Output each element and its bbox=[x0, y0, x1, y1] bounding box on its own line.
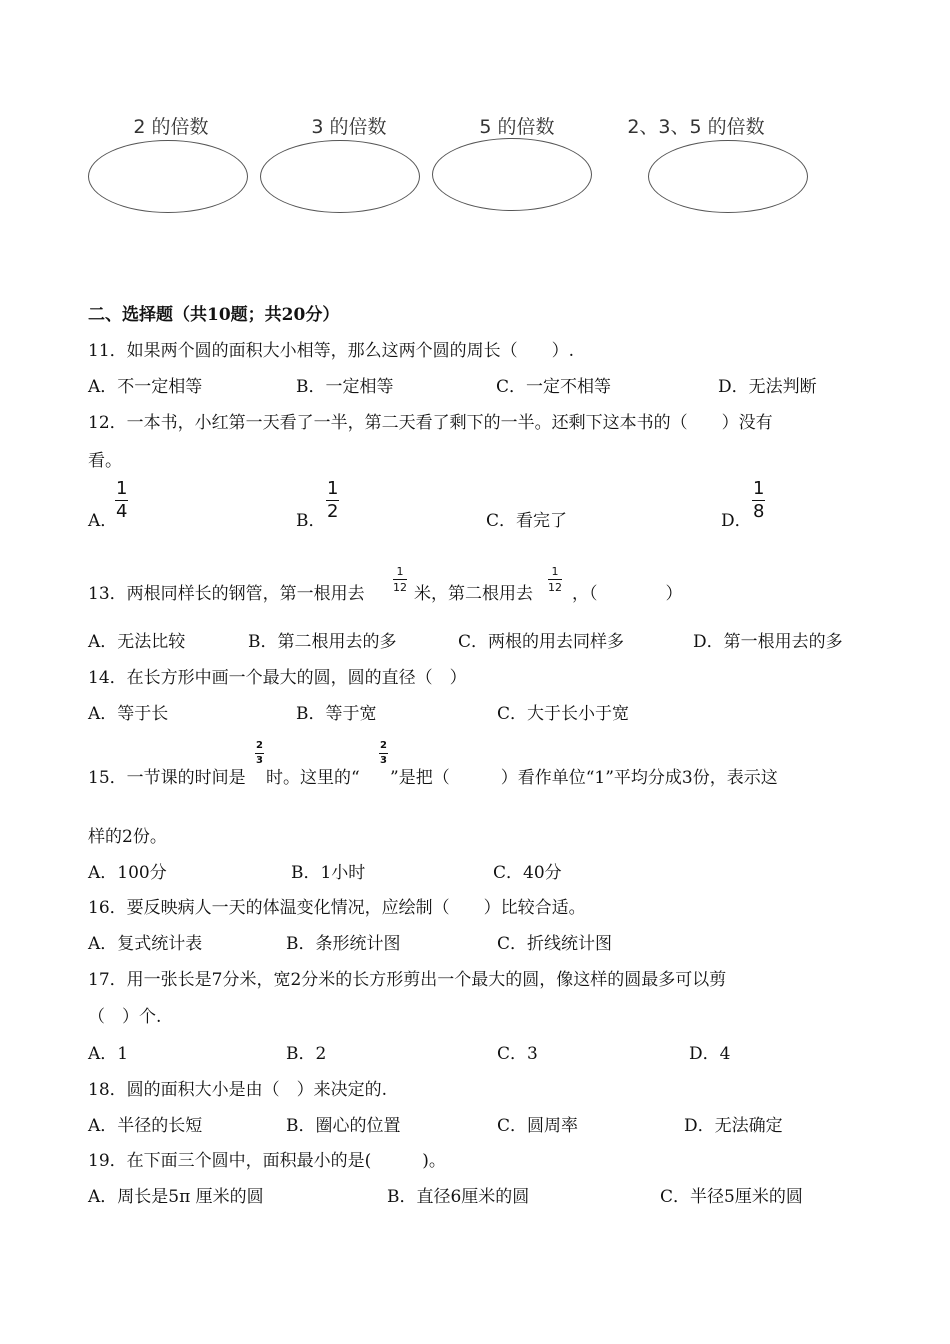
fraction-denominator: 4 bbox=[116, 501, 128, 522]
q15-fraction-2 bbox=[379, 741, 388, 766]
q18-stem: 18．圆的面积大小是由（ ）来决定的. bbox=[88, 1080, 388, 1100]
fraction-numerator: 1 bbox=[116, 478, 128, 499]
fraction-numerator: 1 bbox=[753, 478, 765, 499]
q12-option-c[interactable]: C．看完了 bbox=[486, 511, 568, 531]
q19-option-c[interactable]: C．半径5厘米的圆 bbox=[660, 1187, 803, 1207]
q16-option-c[interactable]: C．折线统计图 bbox=[497, 934, 613, 954]
fraction-denominator: 3 bbox=[256, 755, 263, 766]
fraction-numerator: 2 bbox=[379, 741, 388, 754]
q17-option-b[interactable]: B．2 bbox=[286, 1044, 327, 1064]
fraction-denominator: 12 bbox=[548, 581, 562, 594]
q19-option-a[interactable]: A．周长是5π 厘米的圆 bbox=[88, 1187, 264, 1207]
fraction-denominator: 8 bbox=[753, 501, 765, 522]
q13-stem-part2: 米，第二根用去 bbox=[414, 584, 533, 604]
q11-stem: 11．如果两个圆的面积大小相等，那么这两个圆的周长（ ）. bbox=[88, 341, 575, 361]
q15-fraction-1 bbox=[255, 741, 264, 766]
q13-stem-part3: ，（ ） bbox=[572, 584, 683, 604]
q18-option-b[interactable]: B．圈心的位置 bbox=[286, 1116, 401, 1136]
q15-option-c[interactable]: C．40分 bbox=[493, 863, 562, 883]
q14-option-b[interactable]: B．等于宽 bbox=[296, 704, 377, 724]
q16-option-a[interactable]: A．复式统计表 bbox=[88, 934, 203, 954]
q15-stem-part1: 15．一节课的时间是 bbox=[88, 768, 246, 788]
oval-multiples-of-5 bbox=[432, 138, 592, 211]
q12-option-a-label[interactable]: A． bbox=[88, 511, 118, 531]
q19-option-b[interactable]: B．直径6厘米的圆 bbox=[387, 1187, 530, 1207]
q15-option-a[interactable]: A．100分 bbox=[88, 863, 167, 883]
q17-option-d[interactable]: D．4 bbox=[689, 1044, 731, 1064]
q12-option-a-fraction[interactable] bbox=[115, 480, 128, 521]
q14-stem: 14．在长方形中画一个最大的圆，圆的直径（ ） bbox=[88, 668, 467, 688]
q15-stem-part2: 时。这里的“ bbox=[266, 768, 360, 788]
q16-stem: 16．要反映病人一天的体温变化情况，应绘制（ ）比较合适。 bbox=[88, 898, 586, 918]
venn-label-multiples-of-5: 5 的倍数 bbox=[479, 116, 555, 138]
oval-multiples-of-2-3-5 bbox=[648, 140, 808, 213]
q11-option-a[interactable]: A．不一定相等 bbox=[88, 377, 203, 397]
fraction-numerator: 1 bbox=[393, 566, 407, 580]
q13-option-c[interactable]: C．两根的用去同样多 bbox=[458, 632, 625, 652]
fraction-numerator: 1 bbox=[548, 566, 562, 580]
q13-fraction-1 bbox=[393, 566, 407, 593]
q11-option-d[interactable]: D．无法判断 bbox=[718, 377, 817, 397]
q15-stem-part3: ”是把（ ）看作单位“1”平均分成3份，表示这 bbox=[390, 768, 778, 788]
q14-option-a[interactable]: A．等于长 bbox=[88, 704, 169, 724]
q15-option-b[interactable]: B．1小时 bbox=[291, 863, 366, 883]
q16-option-b[interactable]: B．条形统计图 bbox=[286, 934, 401, 954]
q18-option-c[interactable]: C．圆周率 bbox=[497, 1116, 579, 1136]
oval-multiples-of-3 bbox=[260, 140, 420, 213]
fraction-numerator: 1 bbox=[327, 478, 339, 499]
q14-option-c[interactable]: C．大于长小于宽 bbox=[497, 704, 630, 724]
fraction-denominator: 12 bbox=[393, 581, 407, 594]
fraction-denominator: 2 bbox=[327, 501, 339, 522]
q15-stem-cont: 样的2份。 bbox=[88, 827, 167, 847]
q13-option-a[interactable]: A．无法比较 bbox=[88, 632, 186, 652]
venn-label-multiples-of-3: 3 的倍数 bbox=[311, 116, 387, 138]
fraction-denominator: 3 bbox=[380, 755, 387, 766]
q19-stem: 19．在下面三个圆中，面积最小的是( )。 bbox=[88, 1151, 446, 1171]
q17-option-c[interactable]: C．3 bbox=[497, 1044, 538, 1064]
q11-option-b[interactable]: B．一定相等 bbox=[296, 377, 394, 397]
q13-option-b[interactable]: B．第二根用去的多 bbox=[248, 632, 397, 652]
q11-option-c[interactable]: C．一定不相等 bbox=[496, 377, 612, 397]
q13-fraction-2 bbox=[548, 566, 562, 593]
venn-label-multiples-of-2: 2 的倍数 bbox=[133, 116, 209, 138]
q12-option-b-label[interactable]: B． bbox=[296, 511, 326, 531]
q17-option-a[interactable]: A．1 bbox=[88, 1044, 129, 1064]
q18-option-d[interactable]: D．无法确定 bbox=[684, 1116, 783, 1136]
fraction-numerator: 2 bbox=[255, 741, 264, 754]
venn-label-multiples-of-2-3-5: 2、3、5 的倍数 bbox=[627, 116, 765, 138]
q17-stem-cont: （ ）个. bbox=[88, 1007, 162, 1027]
q12-option-d-label[interactable]: D． bbox=[721, 511, 752, 531]
q18-option-a[interactable]: A．半径的长短 bbox=[88, 1116, 203, 1136]
q13-stem-part1: 13．两根同样长的钢管，第一根用去 bbox=[88, 584, 365, 604]
q12-stem-cont: 看。 bbox=[88, 451, 122, 471]
q12-stem: 12．一本书，小红第一天看了一半，第二天看了剩下的一半。还剩下这本书的（ ）没有 bbox=[88, 413, 773, 433]
section-title: 二、选择题（共10题；共20分） bbox=[88, 305, 340, 325]
q13-option-d[interactable]: D．第一根用去的多 bbox=[693, 632, 843, 652]
oval-multiples-of-2 bbox=[88, 140, 248, 213]
q17-stem: 17．用一张长是7分米，宽2分米的长方形剪出一个最大的圆，像这样的圆最多可以剪 bbox=[88, 970, 727, 990]
q12-option-d-fraction[interactable] bbox=[752, 480, 765, 521]
q12-option-b-fraction[interactable] bbox=[326, 480, 339, 521]
